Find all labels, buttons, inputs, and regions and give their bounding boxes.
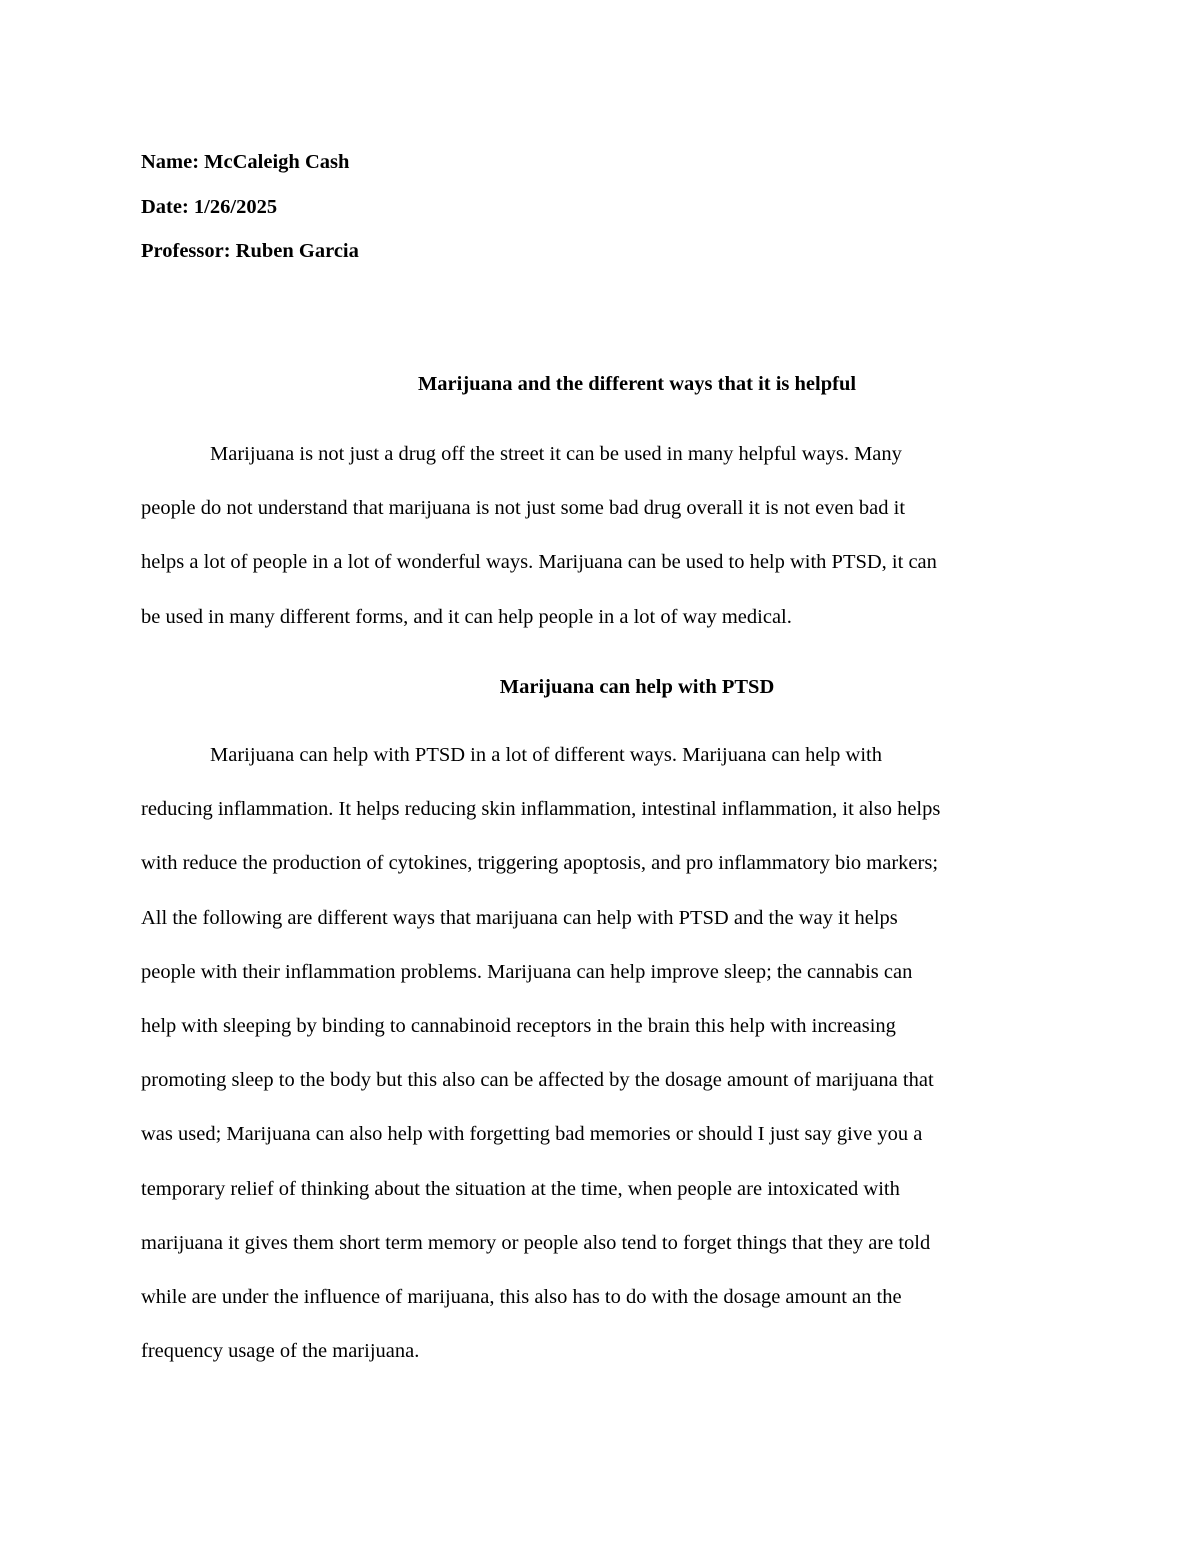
paragraph-line: marijuana it gives them short term memory or people also tend to forget things that they are told <box>141 1231 931 1254</box>
paragraph-line: helps a lot of people in a lot of wonderful ways. Marijuana can be used to help with PTSD, it can <box>141 551 937 574</box>
paragraph-line: All the following are different ways that marijuana can help with PTSD and the way it helps <box>141 906 898 929</box>
paragraph-line: promoting sleep to the body but this also can be affected by the dosage amount of marijuana that <box>141 1069 934 1092</box>
paragraph-line: frequency usage of the marijuana. <box>141 1340 420 1363</box>
ptsd-paragraph <box>141 728 1141 1378</box>
document-title: Marijuana and the different ways that it is helpful <box>417 373 857 395</box>
document-header <box>141 140 1041 274</box>
date-line: Date: 1/26/2025 <box>141 195 278 218</box>
paragraph-line: help with sleeping by binding to cannabinoid receptors in the brain this help with increasing <box>141 1014 896 1037</box>
student-name: Name: McCaleigh Cash <box>141 151 350 173</box>
paragraph-line: with reduce the production of cytokines, triggering apoptosis, and pro inflammatory bio markers; <box>141 852 939 875</box>
paragraph-line: temporary relief of thinking about the situation at the time, when people are intoxicated with <box>141 1177 900 1200</box>
paragraph-line: while are under the influence of marijuana, this also has to do with the dosage amount an the <box>141 1285 902 1308</box>
paragraph-line: be used in many different forms, and it can help people in a lot of way medical. <box>141 605 792 628</box>
intro-paragraph <box>141 427 1141 644</box>
paragraph-line: was used; Marijuana can also help with forgetting bad memories or should I just say give you a <box>141 1123 923 1146</box>
section-heading-ptsd: Marijuana can help with PTSD <box>499 676 775 698</box>
paragraph-line: Marijuana is not just a drug off the street it can be used in many helpful ways. Many <box>210 443 902 465</box>
paragraph-line: reducing inflammation. It helps reducing skin inflammation, intestinal inflammation, it also helps <box>141 798 941 821</box>
paragraph-line: people do not understand that marijuana is not just some bad drug overall it is not even bad it <box>141 497 906 520</box>
paragraph-line: people with their inflammation problems. Marijuana can help improve sleep; the cannabis can <box>141 960 913 983</box>
professor-line: Professor: Ruben Garcia <box>141 240 359 262</box>
paragraph-line: Marijuana can help with PTSD in a lot of different ways. Marijuana can help with <box>210 744 882 766</box>
